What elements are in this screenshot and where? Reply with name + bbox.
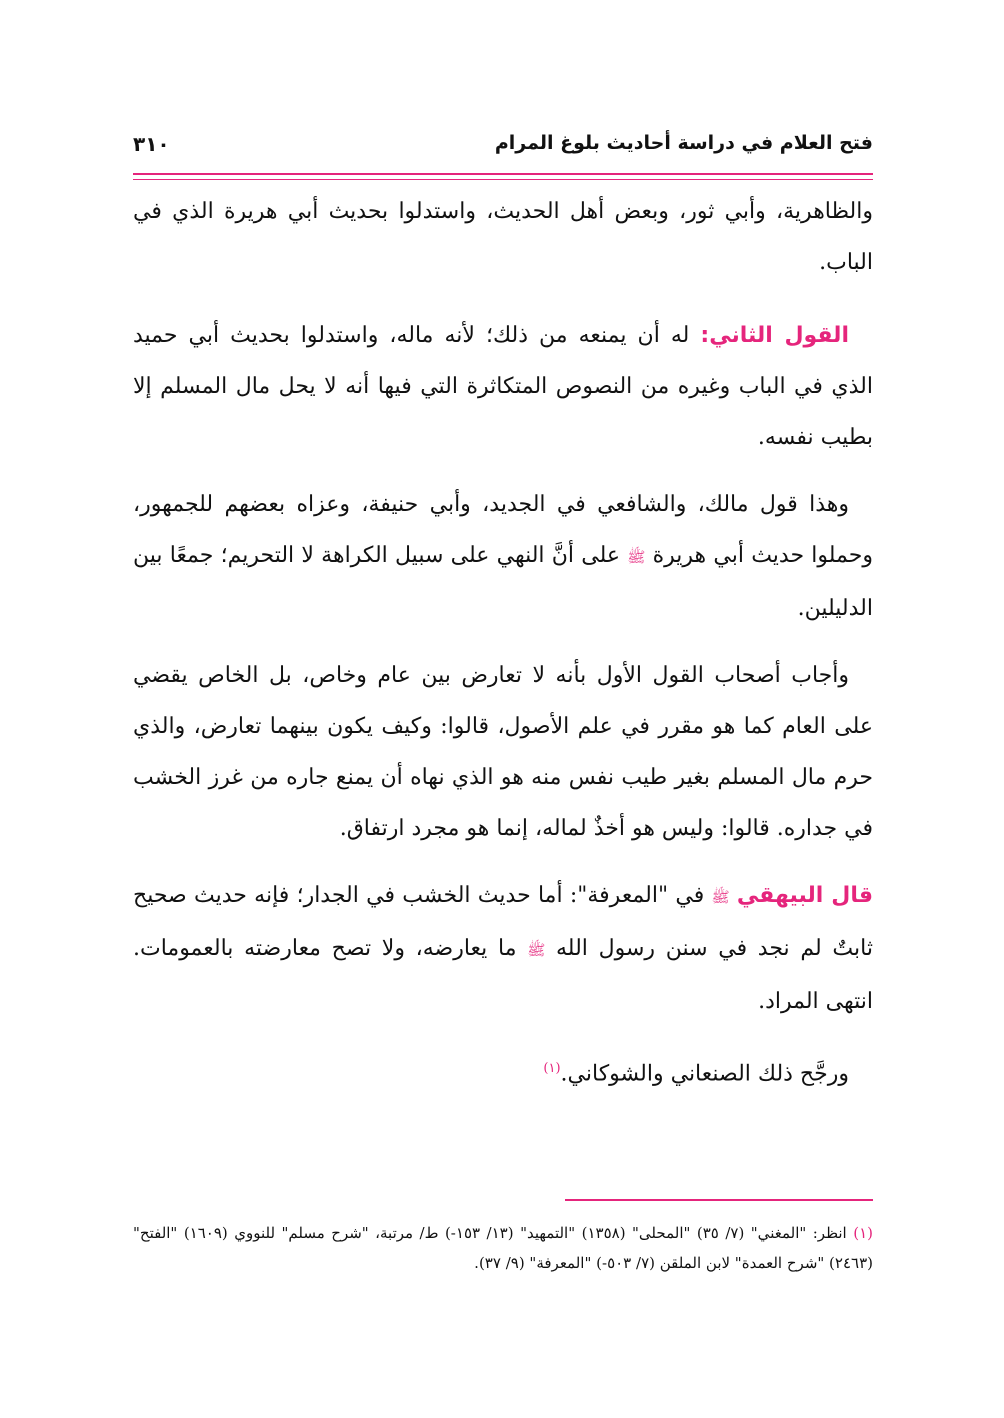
- paragraph-5: [133, 870, 873, 1027]
- honorific-glyph: ﷺ: [627, 548, 646, 566]
- paragraph-2: [133, 310, 873, 463]
- paragraph-3-text-b: على أنَّ النهي على سبيل الكراهة لا التحريم؛ جمعًا بين الدليلين.: [133, 543, 873, 621]
- paragraph-1: [133, 186, 873, 288]
- header-rule-thin: [133, 179, 873, 180]
- paragraph-6-text: ورجَّح ذلك الصنعاني والشوكاني.: [560, 1061, 849, 1087]
- page-header: [133, 128, 873, 168]
- paragraph-2-text: له أن يمنعه من ذلك؛ لأنه ماله، واستدلوا بحديث أبي حميد الذي في الباب وغيره من النصوص المتكاثرة التي فيها أنه لا يحل مال المسلم إلا بطيب نفسه.: [133, 323, 873, 450]
- footnote-text: انظر: "المغني" (٧/ ٣٥) "المحلى" (١٣٥٨) "التمهيد" (١٣/ ١٥٣-) ط/ مرتبة، "شرح مسلم" للنووي (١٦٠٩) "الفتح" (٢٤٦٣) "شرح العمدة" لابن الملقن (٧/ ٥٠٣-) "المعرفة" (٩/ ٣٧).: [133, 1224, 873, 1272]
- bayhaqi-label: قال البيهقي: [736, 883, 873, 908]
- main-text: [133, 186, 873, 1115]
- paragraph-1-text: والظاهرية، وأبي ثور، وبعض أهل الحديث، واستدلوا بحديث أبي هريرة الذي في الباب.: [133, 199, 873, 275]
- page-number: ٣١٠: [133, 132, 170, 156]
- paragraph-4-text: وأجاب أصحاب القول الأول بأنه لا تعارض بين عام وخاص، بل الخاص يقضي على العام كما هو مقرر في علم الأصول، قالوا: وكيف يكون بينهما تعارض، والذي حرم مال المسلم بغير طيب نفس منه هو الذي نهاه أن يمنع جاره من غرز الخشب في جداره. قالوا: وليس هو أخذٌ لماله، إنما هو مجرد ارتفاق.: [133, 663, 873, 841]
- footnote: [133, 1218, 873, 1278]
- header-rule: [133, 173, 873, 175]
- paragraph-5-text-b: ما يعارضه، ولا تصح معارضته بالعمومات. انتهى المراد.: [133, 936, 873, 1014]
- footnote-marker: (١): [853, 1224, 873, 1242]
- paragraph-4: [133, 650, 873, 854]
- running-title: فتح العلام في دراسة أحاديث بلوغ المرام: [494, 132, 873, 154]
- paragraph-3-text-a: وهذا قول مالك، والشافعي في الجديد، وأبي حنيفة، وعزاه بعضهم للجمهور، وحملوا حديث أبي هريرة: [133, 492, 873, 568]
- second-opinion-label: القول الثاني:: [700, 323, 849, 348]
- paragraph-3: [133, 479, 873, 634]
- footnote-rule: [565, 1199, 873, 1201]
- paragraph-5-text-a: في "المعرفة": أما حديث الخشب في الجدار؛ فإنه حديث صحيح ثابتٌ لم نجد في سنن رسول الله: [133, 883, 873, 961]
- footnote-reference[interactable]: (١): [543, 1061, 561, 1076]
- honorific-glyph: ﷺ: [711, 888, 730, 906]
- paragraph-6: [133, 1043, 873, 1099]
- honorific-glyph: ﷺ: [527, 941, 546, 959]
